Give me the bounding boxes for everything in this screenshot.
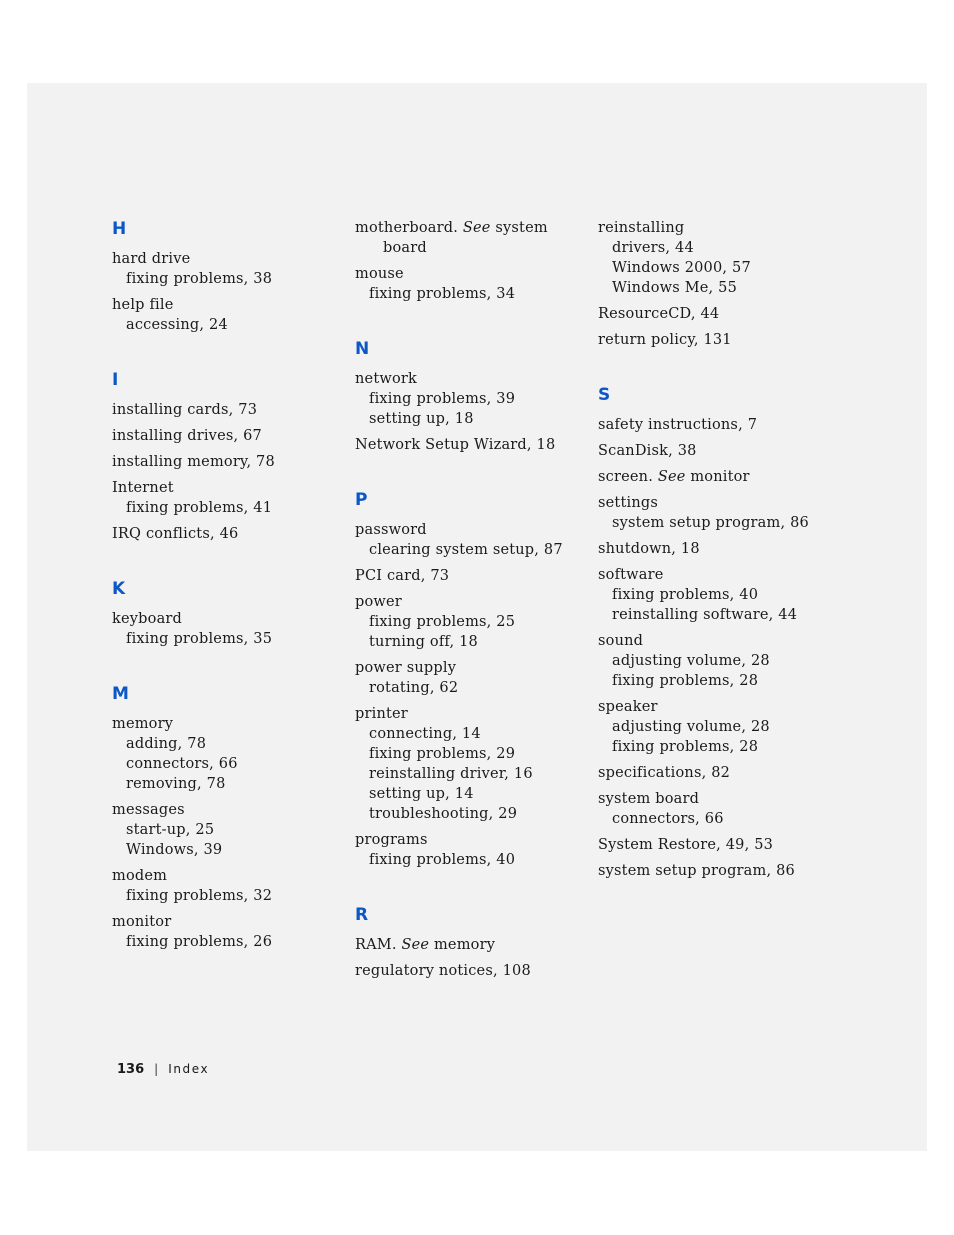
index-term: regulatory notices, 108: [355, 963, 531, 979]
index-term: speaker: [598, 699, 658, 715]
index-term: installing memory, 78: [112, 454, 275, 470]
letter-heading-m: M: [112, 684, 129, 704]
index-entry-printer: [355, 704, 585, 824]
index-entry: [598, 304, 828, 324]
index-term: installing cards, 73: [112, 402, 258, 418]
index-entry: [112, 524, 342, 544]
index-entry: [598, 415, 828, 435]
index-term: network: [355, 371, 418, 387]
index-subterm: adding, 78: [126, 736, 207, 752]
index-subterm: system setup program, 86: [612, 515, 809, 531]
index-subterm: clearing system setup, 87: [369, 542, 563, 558]
index-entry-memory: [112, 714, 342, 794]
index-term: ScanDisk, 38: [598, 443, 697, 459]
index-term: Network Setup Wizard, 18: [355, 437, 556, 453]
index-term: sound: [598, 633, 644, 649]
index-term: power supply: [355, 660, 457, 676]
index-term: installing drives, 67: [112, 428, 262, 444]
index-entry: [355, 566, 585, 586]
index-entry-power-supply: [355, 658, 585, 698]
page-footer: [117, 1062, 209, 1077]
index-entry: [598, 763, 828, 783]
index-subterm: connectors, 66: [612, 811, 724, 827]
index-entry-screen: [598, 467, 828, 487]
index-column-2: [355, 218, 585, 987]
index-subterm: removing, 78: [126, 776, 226, 792]
index-entry-modem: [112, 866, 342, 906]
index-entry: [598, 330, 828, 350]
index-entry-power: [355, 592, 585, 652]
index-entry: [112, 452, 342, 472]
index-entry-sound: [598, 631, 828, 691]
index-subterm: rotating, 62: [369, 680, 459, 696]
page-number: 136: [117, 1062, 145, 1077]
index-group-n: [355, 338, 585, 455]
index-group-h: [112, 218, 342, 335]
letter-heading-n: N: [355, 339, 370, 359]
index-term: printer: [355, 706, 408, 722]
index-entry: [355, 961, 585, 981]
index-entry-keyboard: [112, 609, 342, 649]
index-term: power: [355, 594, 402, 610]
index-entry-mouse: [355, 264, 585, 304]
index-subterm: Windows Me, 55: [612, 280, 737, 296]
index-term-text: RAM.: [355, 937, 402, 953]
index-group-m: [112, 683, 342, 952]
letter-heading-r: R: [355, 905, 369, 925]
letter-heading-p: P: [355, 490, 368, 510]
index-group-i: [112, 369, 342, 544]
see-reference: See: [657, 469, 686, 485]
index-term: programs: [355, 832, 428, 848]
index-subterm: adjusting volume, 28: [612, 653, 770, 669]
index-entry-software: [598, 565, 828, 625]
index-term: monitor: [112, 914, 172, 930]
index-term: keyboard: [112, 611, 183, 627]
index-entry-programs: [355, 830, 585, 870]
index-subterm: fixing problems, 40: [612, 587, 759, 603]
index-subterm: reinstalling driver, 16: [369, 766, 533, 782]
index-entry-help-file: [112, 295, 342, 335]
index-subterm: fixing problems, 29: [369, 746, 516, 762]
index-entry-network: [355, 369, 585, 429]
index-entry: [112, 426, 342, 446]
index-group-k: [112, 578, 342, 649]
index-term: modem: [112, 868, 168, 884]
index-group-p: [355, 489, 585, 870]
index-subterm: fixing problems, 40: [369, 852, 516, 868]
index-term: PCI card, 73: [355, 568, 450, 584]
index-subterm: accessing, 24: [126, 317, 228, 333]
index-subterm: connectors, 66: [126, 756, 238, 772]
index-subterm: fixing problems, 38: [126, 271, 273, 287]
index-column-3: [598, 218, 828, 887]
index-entry-monitor: [112, 912, 342, 952]
index-term: software: [598, 567, 664, 583]
see-target: memory: [429, 937, 496, 953]
index-subterm: adjusting volume, 28: [612, 719, 770, 735]
index-entry: [598, 861, 828, 881]
index-entry-password: [355, 520, 585, 560]
index-term: ResourceCD, 44: [598, 306, 720, 322]
index-term: IRQ conflicts, 46: [112, 526, 239, 542]
index-entry-messages: [112, 800, 342, 860]
index-entry-system-board: [598, 789, 828, 829]
index-term: reinstalling: [598, 220, 685, 236]
index-term: return policy, 131: [598, 332, 732, 348]
index-subterm: fixing problems, 34: [369, 286, 516, 302]
index-subterm: setting up, 18: [369, 411, 474, 427]
index-term: system board: [598, 791, 700, 807]
index-group-s: [598, 384, 828, 881]
letter-heading-s: S: [598, 385, 611, 405]
index-group-m-continued: [355, 218, 585, 304]
see-target: system board: [383, 220, 548, 256]
index-subterm: fixing problems, 25: [369, 614, 516, 630]
index-subterm: fixing problems, 35: [126, 631, 273, 647]
index-term: shutdown, 18: [598, 541, 700, 557]
index-subterm: fixing problems, 39: [369, 391, 516, 407]
index-term: Internet: [112, 480, 174, 496]
index-entry-hard-drive: [112, 249, 342, 289]
index-term: hard drive: [112, 251, 191, 267]
see-target: monitor: [685, 469, 750, 485]
index-term: password: [355, 522, 427, 538]
letter-heading-h: H: [112, 219, 127, 239]
index-entry-internet: [112, 478, 342, 518]
index-term: System Restore, 49, 53: [598, 837, 774, 853]
see-reference: See: [462, 220, 491, 236]
index-term: help file: [112, 297, 174, 313]
index-subterm: fixing problems, 41: [126, 500, 273, 516]
index-subterm: drivers, 44: [612, 240, 694, 256]
index-subterm: connecting, 14: [369, 726, 481, 742]
index-term: settings: [598, 495, 658, 511]
index-term: safety instructions, 7: [598, 417, 758, 433]
footer-section-label: Index: [168, 1062, 210, 1076]
letter-heading-i: I: [112, 370, 119, 390]
index-term: messages: [112, 802, 185, 818]
index-subterm: setting up, 14: [369, 786, 474, 802]
index-term: mouse: [355, 266, 404, 282]
index-subterm: troubleshooting, 29: [369, 806, 518, 822]
index-term-text: screen.: [598, 469, 658, 485]
index-subterm: fixing problems, 28: [612, 739, 759, 755]
index-term-cross-reference: [355, 218, 593, 258]
index-subterm: turning off, 18: [369, 634, 478, 650]
index-entry-ram: [355, 935, 585, 955]
letter-heading-k: K: [112, 579, 126, 599]
index-group-r: [355, 904, 585, 981]
index-subterm: Windows, 39: [126, 842, 223, 858]
index-entry: [598, 441, 828, 461]
index-entry: [355, 435, 585, 455]
index-group-r-continued: [598, 218, 828, 350]
index-subterm: fixing problems, 26: [126, 934, 273, 950]
index-term: system setup program, 86: [598, 863, 795, 879]
index-term-cross-reference: [598, 467, 828, 487]
index-entry-reinstalling: [598, 218, 828, 298]
index-subterm: fixing problems, 28: [612, 673, 759, 689]
index-entry: [112, 400, 342, 420]
index-entry: [598, 835, 828, 855]
index-entry-settings: [598, 493, 828, 533]
index-term-text: motherboard.: [355, 220, 463, 236]
index-column-1: [112, 218, 342, 958]
index-term-cross-reference: [355, 935, 585, 955]
index-term: memory: [112, 716, 174, 732]
footer-divider: |: [154, 1062, 159, 1076]
index-subterm: fixing problems, 32: [126, 888, 273, 904]
index-subterm: start-up, 25: [126, 822, 215, 838]
index-entry-motherboard: [355, 218, 585, 258]
index-term: specifications, 82: [598, 765, 731, 781]
index-subterm: reinstalling software, 44: [612, 607, 798, 623]
see-reference: See: [401, 937, 430, 953]
index-entry: [598, 539, 828, 559]
index-entry-speaker: [598, 697, 828, 757]
index-subterm: Windows 2000, 57: [612, 260, 751, 276]
